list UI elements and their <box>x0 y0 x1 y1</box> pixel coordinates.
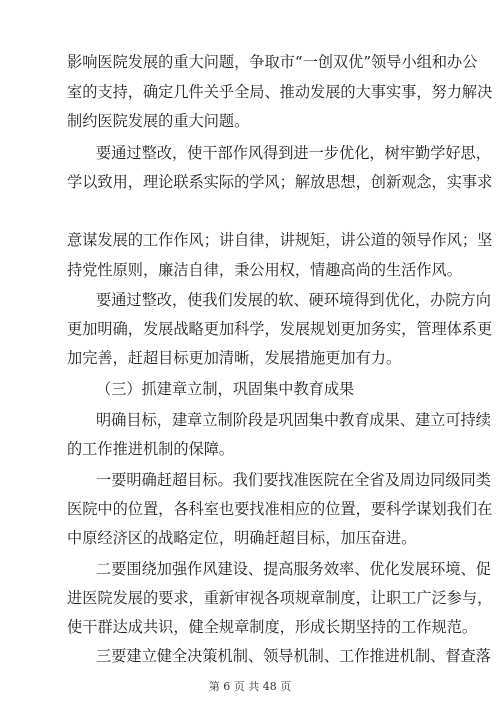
page-footer: 第 6 页 共 48 页 <box>208 680 292 693</box>
text-line: 更加明确，发展战略更加科学，发展规划更加务实，管理体系更 <box>67 320 493 339</box>
text-line: 使干群达成共识，健全规章制度，形成长期坚持的工作规范。 <box>67 618 478 637</box>
paragraph-start-line: 一要明确赶超目标。我们要找准医院在全省及周边同级同类 <box>96 471 491 489</box>
paragraph-start-line: 三要建立健全决策机制、领导机制、工作推进机制、督查落 <box>96 647 491 665</box>
text-line: 加完善，赶超目标更加清晰，发展措施更加有力。 <box>67 349 402 368</box>
text-line: 影响医院发展的重大问题，争取市“一创双优”领导小组和办公 <box>67 53 478 71</box>
text-line: 学以致用，理论联系实际的学风；解放思想，创新观念，实事求 <box>67 173 493 192</box>
section-heading: （三）抓建章立制，巩固集中教育成果 <box>96 379 355 398</box>
paragraph-start-line: 要通过整改，使我们发展的软、硬环境得到优化，办院方向 <box>96 291 491 310</box>
text-line: 进医院发展的要求，重新审视各项规章制度，让职工广泛参与， <box>67 589 493 608</box>
text-line: 持党性原则，廉洁自律，秉公用权，情趣高尚的生活作风。 <box>67 260 462 279</box>
paragraph-start-line: 要通过整改，使干部作风得到进一步优化，树牢勤学好思， <box>96 144 491 163</box>
text-line: 意谋发展的工作作风；讲自律，讲规矩，讲公道的领导作风；坚 <box>67 230 493 249</box>
text-line: 室的支持，确定几件关乎全局、推动发展的大事实事，努力解决 <box>67 82 493 101</box>
paragraph-start-line: 明确目标，建章立制阶段是巩固集中教育成果、建立可持续 <box>96 411 491 430</box>
text-line: 医院中的位置，各科室也要找准相应的位置，要科学谋划我们在 <box>67 499 493 518</box>
text-line: 的工作推进机制的保障。 <box>67 440 235 459</box>
text-line: 中原经济区的战略定位，明确赶超目标，加压奋进。 <box>67 528 417 547</box>
paragraph-start-line: 二要围绕加强作风建设、提高服务效率、优化发展环境、促 <box>96 560 491 579</box>
text-line: 制约医院发展的重大问题。 <box>67 111 250 130</box>
